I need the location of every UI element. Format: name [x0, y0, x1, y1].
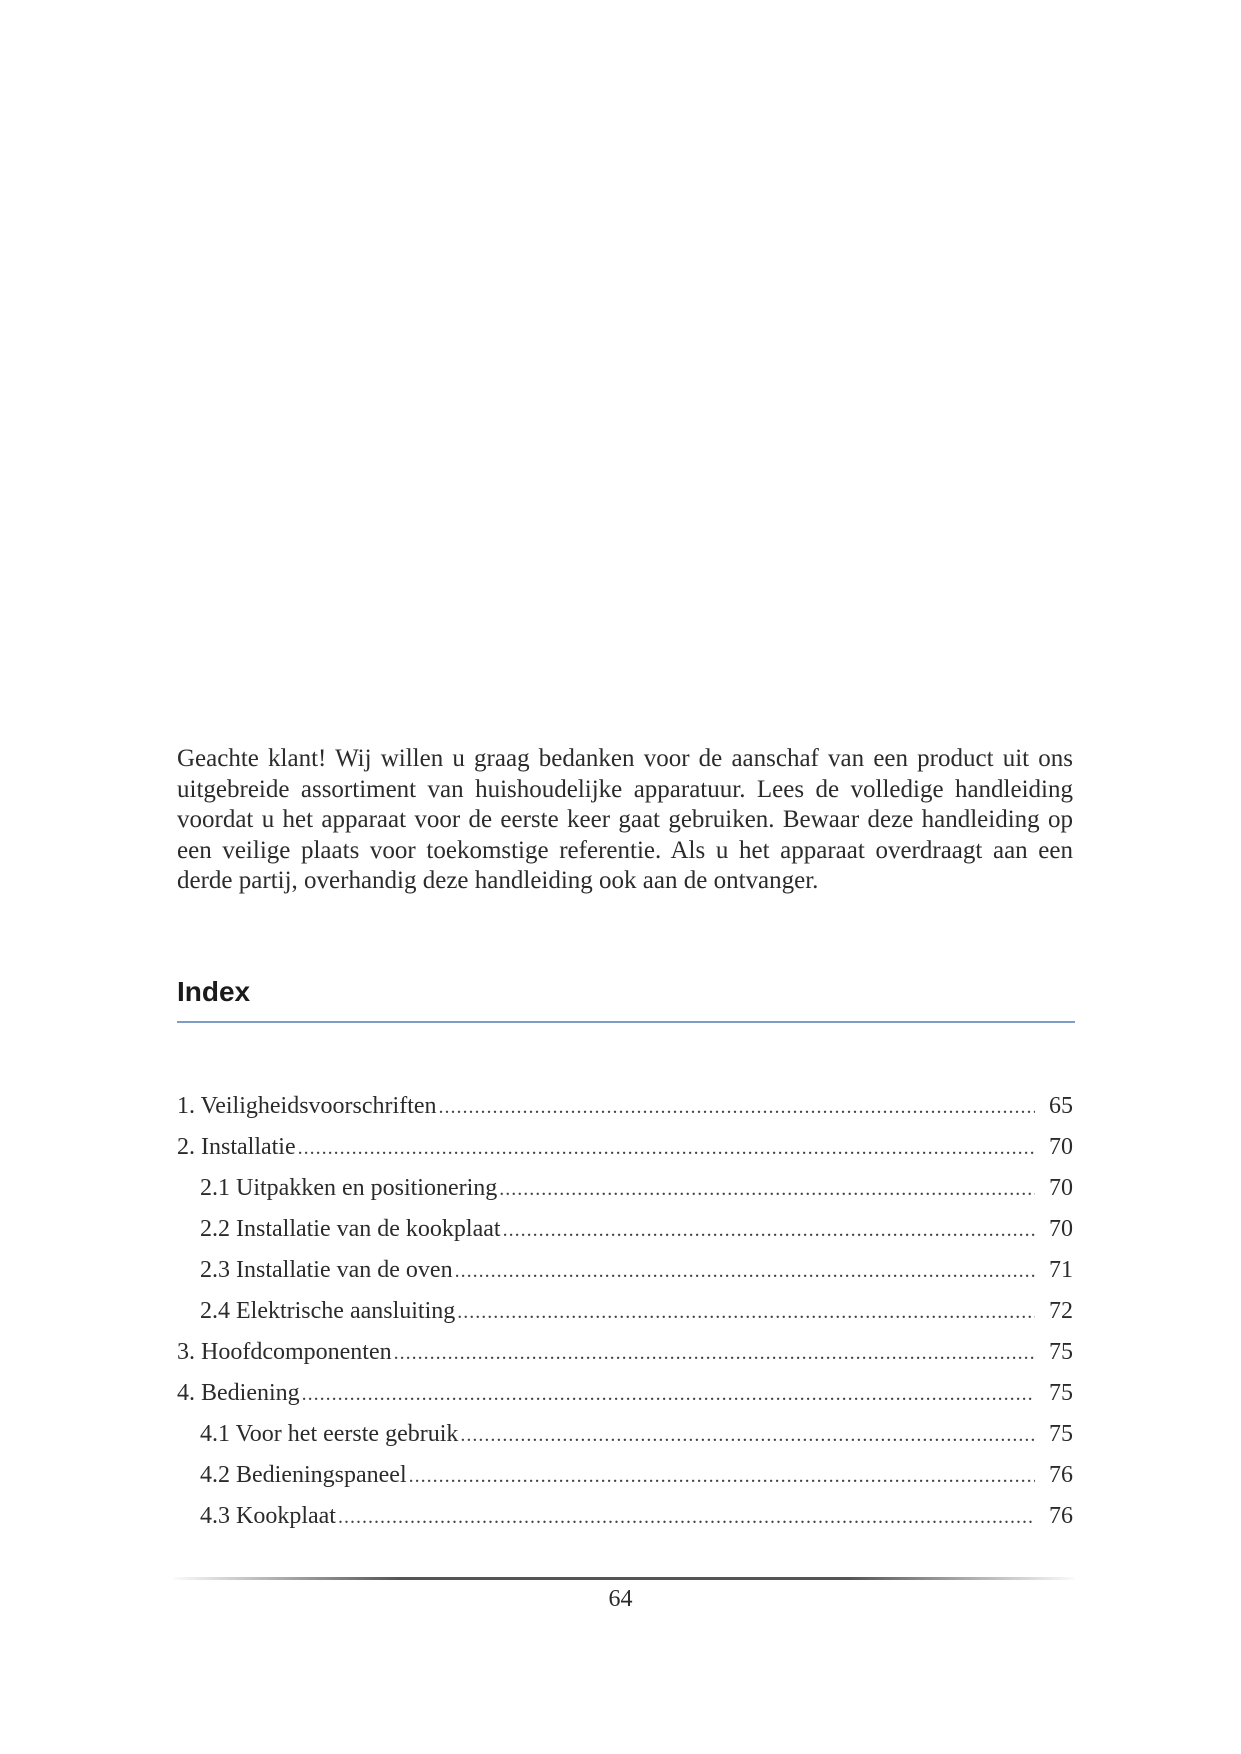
- toc-entry-label: 1. Veiligheidsvoorschriften: [177, 1093, 437, 1119]
- dot-leader: [455, 1251, 1035, 1291]
- toc-entry-label: 4.3 Kookplaat: [200, 1503, 336, 1529]
- dot-leader: [338, 1497, 1035, 1537]
- dot-leader: [460, 1415, 1035, 1455]
- toc-entry-2: [177, 1127, 1073, 1168]
- toc-entry-2-2: [177, 1209, 1073, 1250]
- toc-entry-label: 2.2 Installatie van de kookplaat: [200, 1216, 501, 1242]
- dot-leader: [302, 1374, 1035, 1414]
- toc-entry-page: 76: [1049, 1503, 1073, 1529]
- index-heading: Index: [177, 976, 251, 1007]
- toc-entry-3: [177, 1332, 1073, 1373]
- dot-leader: [457, 1292, 1035, 1332]
- toc-entry-2-3: [177, 1250, 1073, 1291]
- toc-entry-label: 2.4 Elektrische aansluiting: [200, 1298, 456, 1324]
- heading-divider: [177, 1021, 1075, 1023]
- toc-entry-4: [177, 1373, 1073, 1414]
- toc-entry-label: 2.1 Uitpakken en positionering: [200, 1175, 498, 1201]
- toc-entry-page: 72: [1049, 1298, 1073, 1324]
- toc-entry-page: 75: [1049, 1421, 1073, 1447]
- toc-entry-label: 2.3 Installatie van de oven: [200, 1257, 453, 1283]
- footer-divider: [174, 1577, 1074, 1580]
- toc-entry-label: 2. Installatie: [177, 1134, 296, 1160]
- toc-entry-label: 4.2 Bedieningspaneel: [200, 1462, 407, 1488]
- dot-leader: [503, 1210, 1035, 1250]
- toc-entry-4-2: [177, 1455, 1073, 1496]
- dot-leader: [499, 1169, 1035, 1209]
- dot-leader: [298, 1128, 1035, 1168]
- toc-entry-page: 70: [1049, 1175, 1073, 1201]
- page-number: 64: [608, 1586, 633, 1612]
- toc-entry-2-1: [177, 1168, 1073, 1209]
- dot-leader: [394, 1333, 1035, 1373]
- toc-entry-page: 65: [1049, 1093, 1073, 1119]
- toc-entry-2-4: [177, 1291, 1073, 1332]
- toc-entry-page: 70: [1049, 1134, 1073, 1160]
- toc-entry-label: 4.1 Voor het eerste gebruik: [200, 1421, 459, 1447]
- toc-entry-4-1: [177, 1414, 1073, 1455]
- toc-entry-page: 70: [1049, 1216, 1073, 1242]
- toc-entry-page: 76: [1049, 1462, 1073, 1488]
- table-of-contents: [177, 1086, 1073, 1537]
- dot-leader: [439, 1087, 1035, 1127]
- toc-entry-page: 75: [1049, 1380, 1073, 1406]
- toc-entry-label: 4. Bediening: [177, 1380, 300, 1406]
- dot-leader: [409, 1456, 1035, 1496]
- toc-entry-1: [177, 1086, 1073, 1127]
- toc-entry-4-3: [177, 1496, 1073, 1537]
- intro-paragraph: Geachte klant! Wij willen u graag bedanken voor de aanschaf van een product uit ons uitgebreide assortiment van huishoudelijke apparatuur. Lees de volledige handleiding voordat u het apparaat voor de eerste keer gaat gebruiken. Bewaar deze handleiding op een veilige plaats voor toekomstige referentie. Als u het apparaat overdraagt aan een derde partij, overhandig deze handleiding ook aan de ontvanger.: [177, 745, 1073, 894]
- toc-entry-page: 71: [1049, 1257, 1073, 1283]
- toc-entry-page: 75: [1049, 1339, 1073, 1365]
- toc-entry-label: 3. Hoofdcomponenten: [177, 1339, 392, 1365]
